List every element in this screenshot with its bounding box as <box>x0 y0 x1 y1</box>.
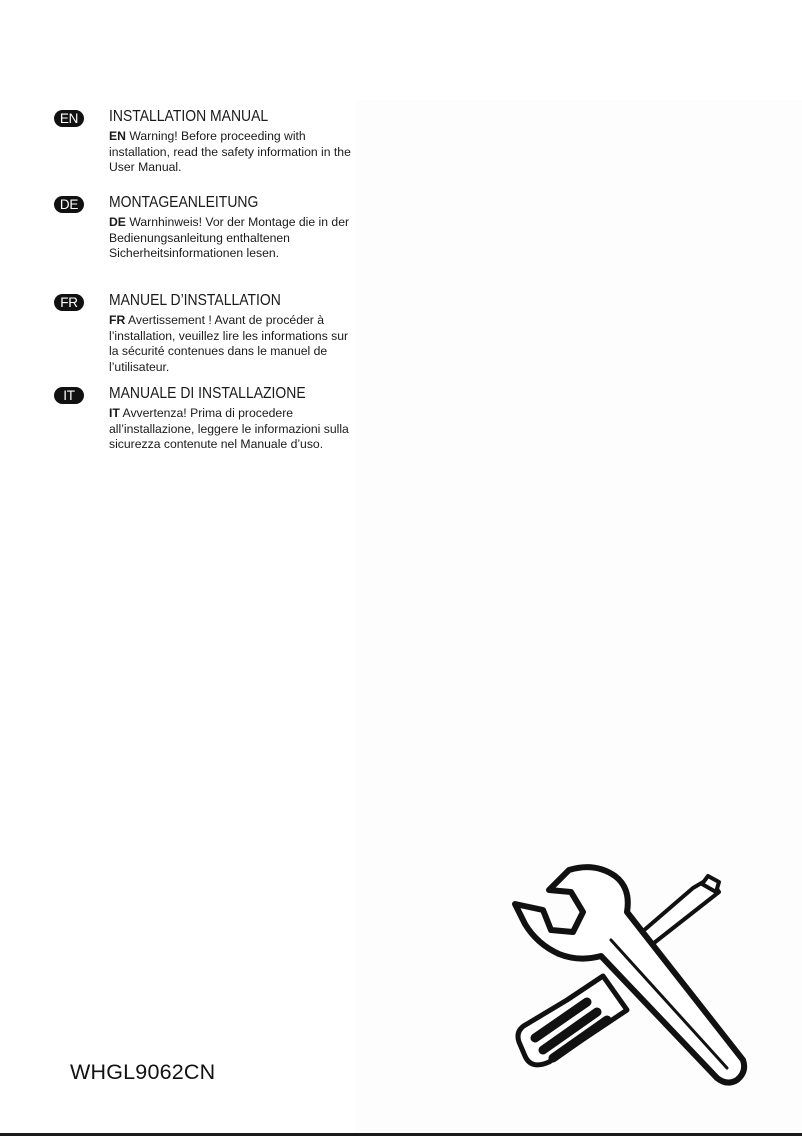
language-code-en: EN <box>109 129 126 143</box>
warning-body-it: Avvertenza! Prima di procedere all’installazione, leggere le informazioni sulla sicurezza contenute nel Manuale d’uso. <box>109 406 349 452</box>
section-heading-de: MONTAGEANLEITUNG <box>109 194 259 211</box>
warning-text-en <box>109 129 354 176</box>
language-code-fr: FR <box>109 313 126 327</box>
warning-body-fr: Avertissement ! Avant de procéder à l’installation, veuillez lire les informations sur la sécurité contenues dans le manuel de l’utilisateur. <box>109 313 349 375</box>
language-code-de: DE <box>109 215 126 229</box>
warning-body-en: Warning! Before proceeding with installation, read the safety information in the User Manual. <box>109 129 351 175</box>
warning-body-de: Warnhinweis! Vor der Montage die in der Bedienungsanleitung enthaltenen Sicherheitsinformationen lesen. <box>109 215 350 261</box>
language-badge-fr: FR <box>54 294 84 311</box>
language-badge-it: IT <box>54 387 84 404</box>
section-heading-en: INSTALLATION MANUAL <box>109 108 269 125</box>
warning-text-de <box>109 215 354 262</box>
tools-illustration <box>505 858 765 1088</box>
section-heading-it: MANUALE DI INSTALLAZIONE <box>109 385 306 402</box>
language-badge-de: DE <box>54 196 84 213</box>
section-heading-fr: MANUEL D’INSTALLATION <box>109 292 281 309</box>
language-badge-en: EN <box>54 110 84 127</box>
warning-text-it <box>109 406 354 453</box>
model-number: WHGL9062CN <box>70 1060 216 1084</box>
language-code-it: IT <box>109 406 120 420</box>
warning-text-fr <box>109 313 354 376</box>
